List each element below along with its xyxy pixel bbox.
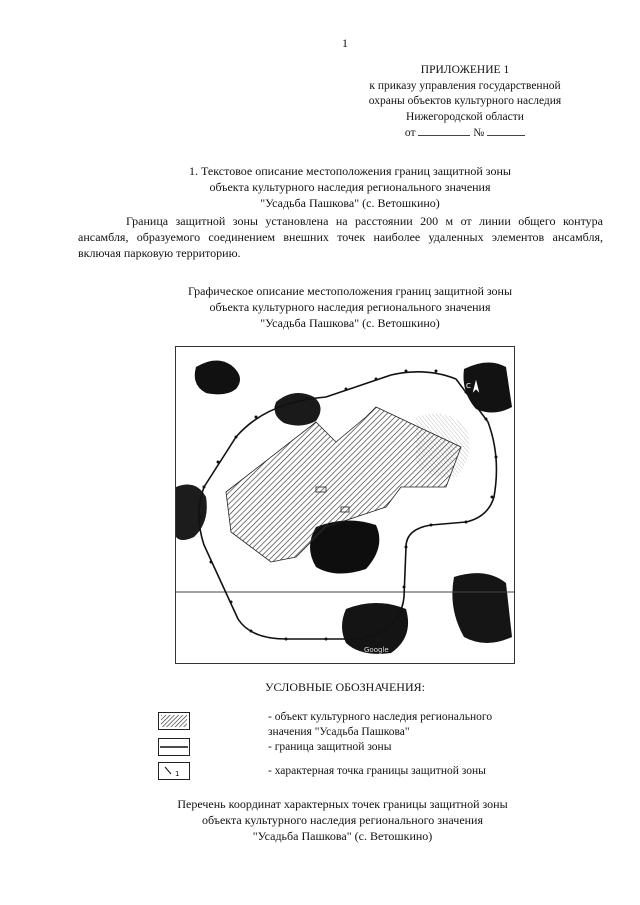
svg-text:С: С	[466, 382, 471, 390]
appendix-line-1: к приказу управления государственной	[369, 79, 561, 92]
number-handwritten-field	[487, 125, 525, 136]
section-1-line-3: "Усадьба Пашкова" (с. Ветошкино)	[260, 196, 440, 210]
boundary-description-paragraph: Граница защитной зоны установлена на расстоянии 200 м от линии общего контура ансамбля, образуемого соединением внешних точек наиболее удаленных элементов ансамбля, включая парковую территорию.	[78, 214, 603, 260]
number-prefix: №	[473, 127, 485, 139]
graphic-line-3: "Усадьба Пашкова" (с. Ветошкино)	[260, 316, 440, 330]
svg-text:1: 1	[175, 770, 180, 778]
legend-text-heritage-object	[268, 710, 618, 740]
graphic-line-2: объекта культурного наследия регионального значения	[209, 300, 491, 314]
coords-line-2: объекта культурного наследия регионального значения	[201, 813, 484, 827]
hatched-area-swatch-icon	[158, 712, 190, 730]
section-1-line-1: 1. Текстовое описание местоположения границ защитной зоны	[189, 164, 511, 178]
section-1-line-2: объекта культурного наследия регионального значения	[209, 180, 491, 194]
legend-text-zone-boundary: - граница защитной зоны	[268, 741, 392, 753]
boundary-map	[175, 346, 515, 664]
legend-item-1-line-2: значения "Усадьба Пашкова"	[268, 726, 410, 738]
boundary-point-swatch-icon	[158, 762, 190, 780]
dark-area-top-left	[195, 360, 240, 394]
legend-item-zone-boundary	[158, 737, 618, 759]
coordinates-list-heading	[120, 796, 565, 844]
page-number: 1	[342, 36, 348, 50]
appendix-date-line	[330, 125, 600, 142]
dark-area-bottom-right	[452, 573, 512, 643]
legend-item-1-line-1: - объект культурного наследия регионального	[268, 711, 493, 723]
legend-text-boundary-point: - характерная точка границы защитной зоны	[268, 765, 486, 777]
appendix-line-2: охраны объектов культурного наследия	[368, 95, 562, 107]
map-drawing	[176, 347, 514, 663]
boundary-line-swatch-icon	[158, 738, 190, 756]
map-watermark: Google	[364, 646, 389, 654]
graphic-description-heading	[140, 283, 560, 331]
legend-title: УСЛОВНЫЕ ОБОЗНАЧЕНИЯ:	[265, 680, 425, 694]
coords-line-3: "Усадьба Пашкова" (с. Ветошкино)	[252, 829, 433, 843]
appendix-header	[330, 63, 600, 142]
date-handwritten-field	[418, 125, 470, 136]
date-prefix: от	[404, 127, 416, 139]
coords-line-1: Перечень координат характерных точек границы защитной зоны	[177, 797, 508, 811]
appendix-line-3: Нижегородской области	[406, 110, 524, 123]
graphic-line-1: Графическое описание местоположения границ защитной зоны	[187, 284, 513, 298]
appendix-title: ПРИЛОЖЕНИЕ 1	[420, 64, 510, 76]
section-1-heading	[140, 163, 560, 211]
legend-item-boundary-point	[158, 761, 618, 783]
